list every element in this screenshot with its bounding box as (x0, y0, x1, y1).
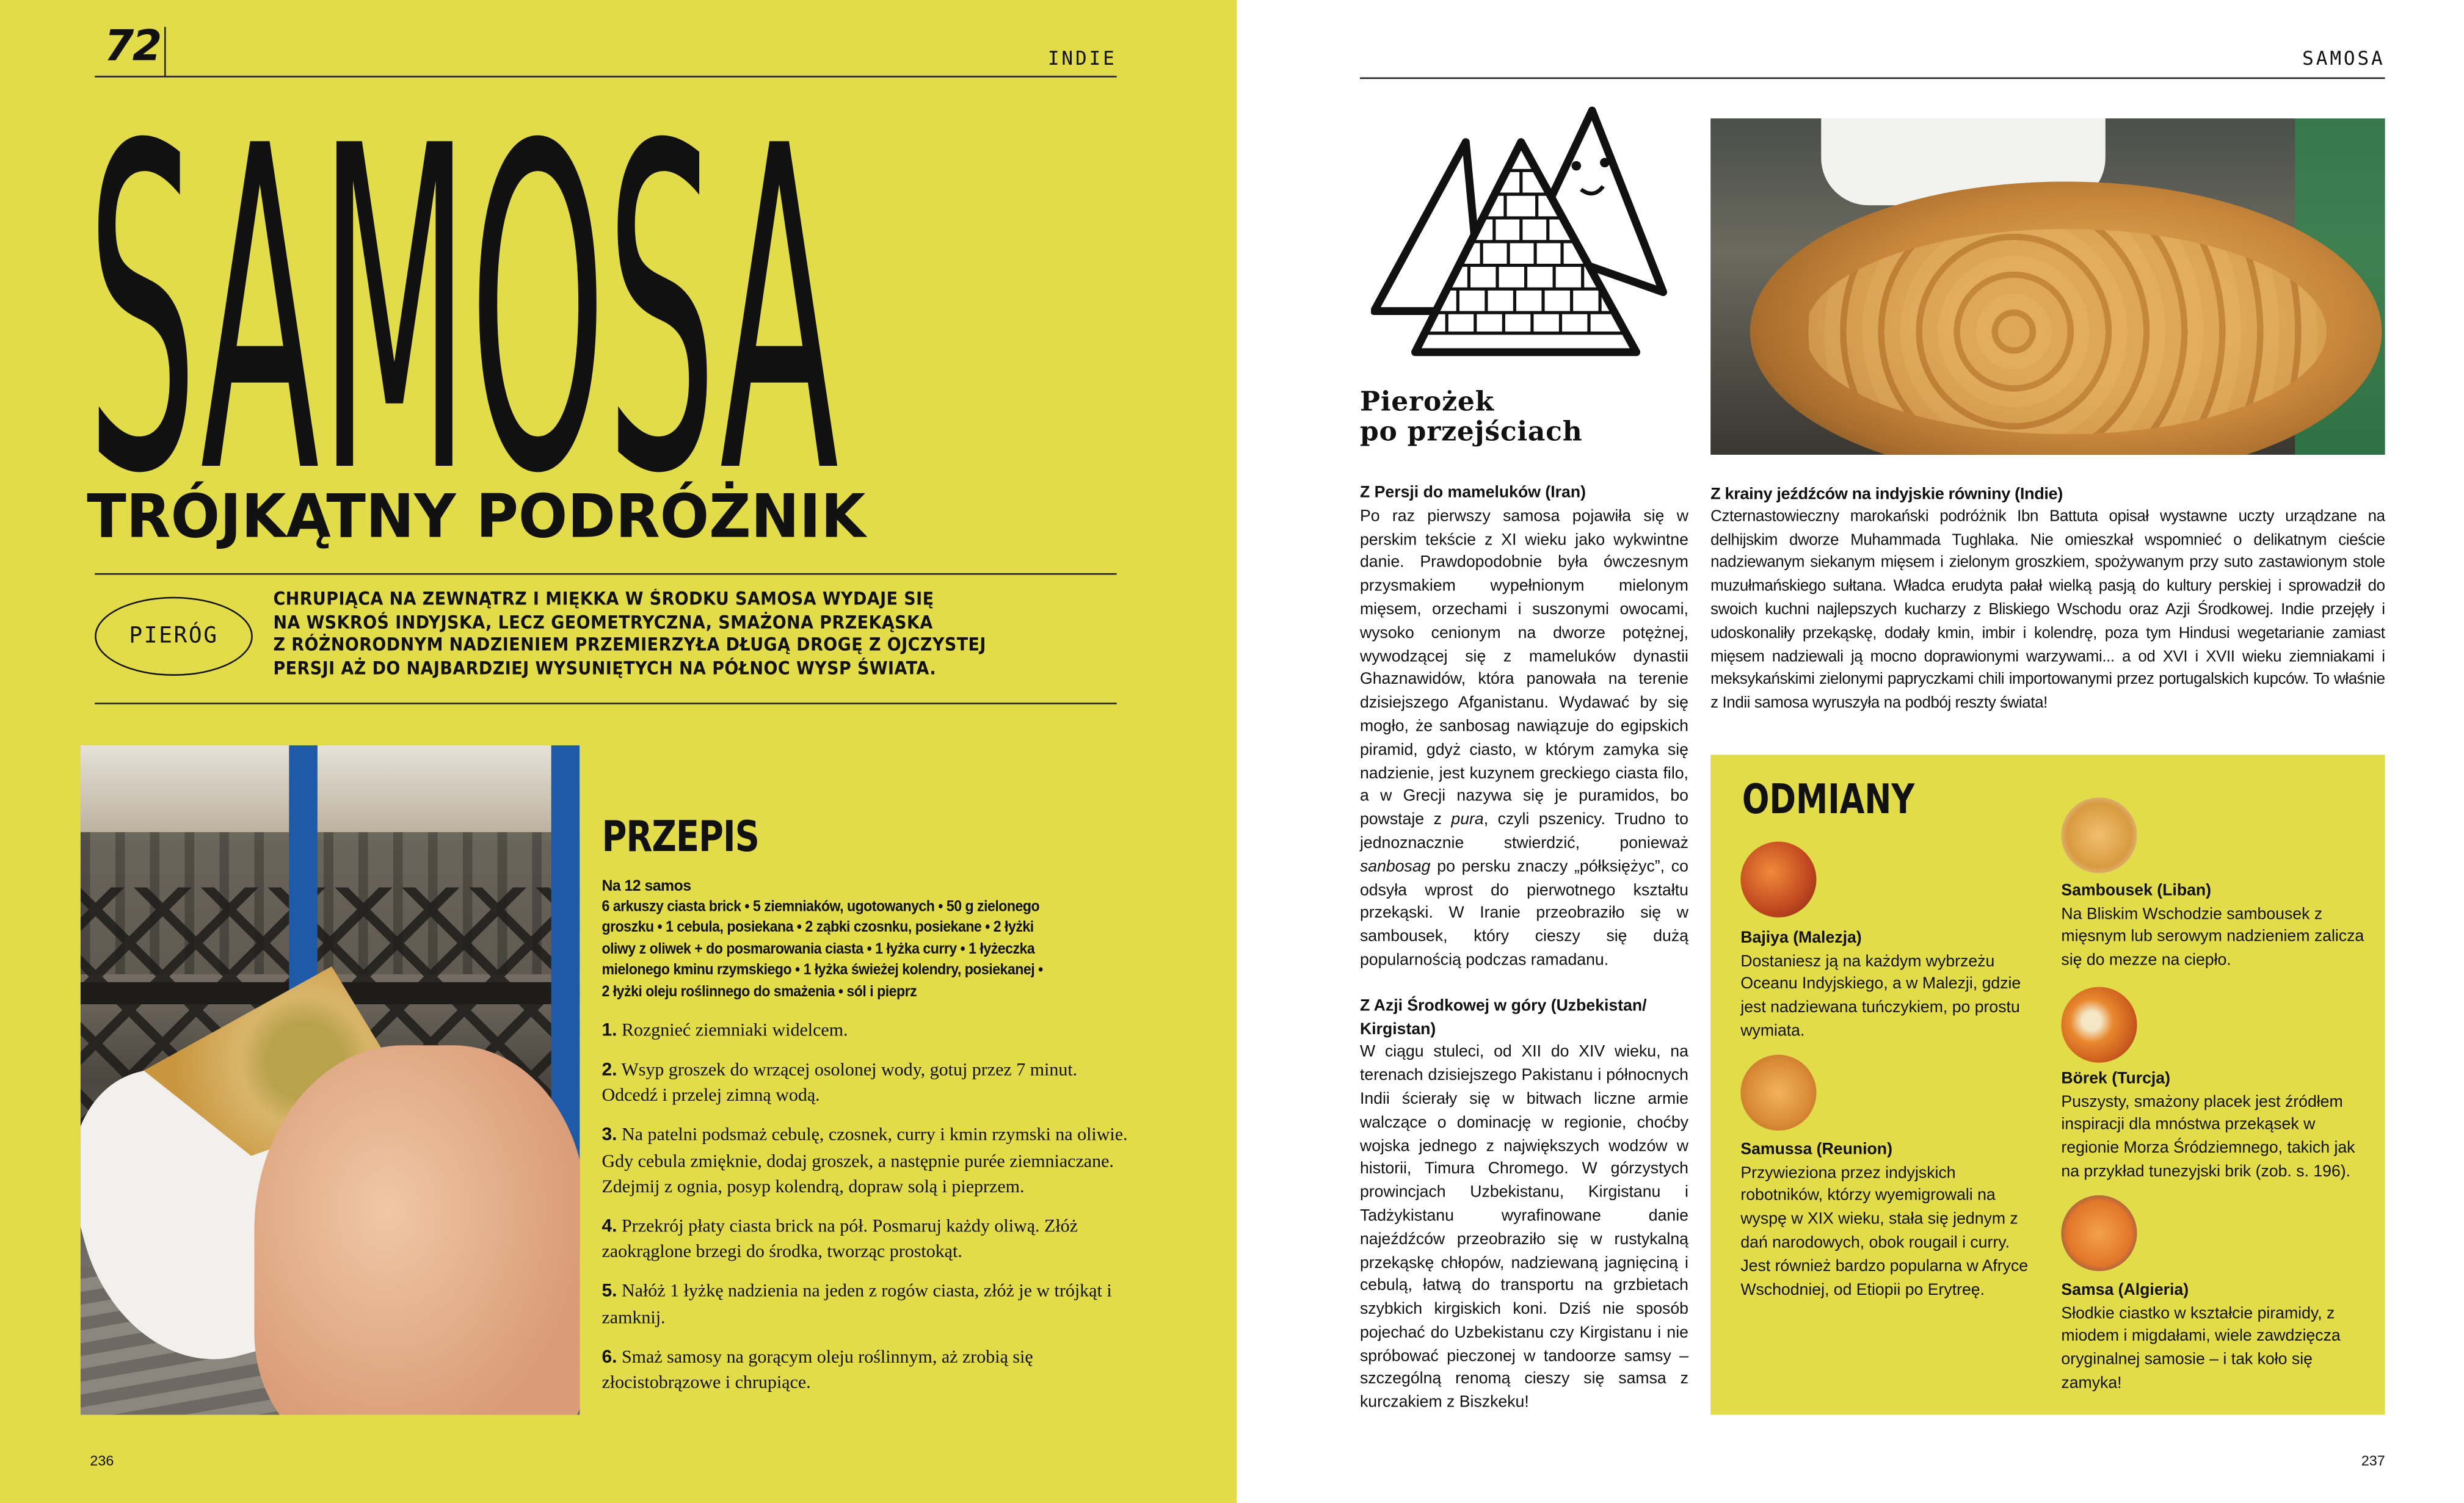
section-title (1360, 388, 1582, 448)
section-body: Po raz pierwszy samosa pojawiła się w perskim tekście z XI wieku jako wykwintne danie. Prawdopodobnie była ówczesnym przysmakiem wypełnionym mielonym mięsem, orzechami i suszonymi owocami, wysoko cenionym na dworze potężnej, wywodzącej się z mameluków dynastii Ghaznawidów, która panowała na terenie dzisiejszego Afganistanu. Wydawać by się mogło, że sanbosag nawiązuje do egipskich piramid, gdyż ciasto, w którym zamyka się nadzienie, jest kuzynem greckiego ciasta filo, a w Grecji nazywa się je puramidos, bo powstaje z pura, czyli pszenicy. Trudno to jednoznacznie stwierdzić, ponieważ sanbosag po persku znaczy „półksiężyc”, co odsyła wprost do pierwotnego kształtu przekąski. W Iranie przeobraziło się w sambousek, który cieszy się dużą popularnością podczas ramadanu. (1359, 508, 1688, 969)
page-subtitle: TRÓJKĄTNY PODRÓŻNIK (87, 482, 896, 552)
section-title-line: po przejściach (1359, 416, 1583, 449)
intro-text (273, 589, 986, 681)
article-column-right (1710, 483, 2385, 717)
recipe-step: 6. Smaż samosy na gorącym oleju roślinnym, aż zrobią się złocistobrązowe i chrupiące. (601, 1346, 1033, 1393)
variant-description: Na Bliskim Wschodzie sambousek z mięsnym lub serowym nadzieniem zalicza się do mezze na ciepło. (2061, 905, 2364, 970)
page-badge: 72 (104, 22, 161, 71)
running-head: SAMOSA (2302, 47, 2385, 70)
samsa-photo (2061, 1195, 2137, 1271)
variant-name: Bajiya (Malezja) (1740, 930, 1862, 947)
street-samosa-photo (1710, 118, 2385, 455)
ingredients-line: mielonego kminu rzymskiego • 1 łyżka świeżej kolendry, posiekanej • (601, 962, 1043, 980)
category-badge (95, 597, 253, 676)
page-number: 237 (2361, 1452, 2385, 1469)
ingredients-line: 6 arkuszy ciasta brick • 5 ziemniaków, ugotowanych • 50 g zielonego (601, 898, 1040, 916)
recipe-heading: PRZEPIS (601, 813, 759, 863)
bajiya-photo (1740, 842, 1816, 918)
recipe-step: 1. Rozgnieć ziemniaki widelcem. (601, 1020, 848, 1041)
section-heading: Z krainy jeźdźców na indyjskie równiny (Indie) (1710, 485, 2063, 504)
article-column-left (1360, 483, 1688, 1416)
ingredients-line: groszku • 1 cebula, posiekana • 2 ząbki czosnku, posiekane • 2 łyżki (601, 919, 1034, 937)
variants-heading: ODMIANY (1742, 777, 1915, 825)
header-rule (1360, 78, 2385, 79)
ingredients-line: 2 łyżki oleju roślinnego do smażenia • sól i pieprz (601, 983, 917, 1001)
samosa-hand-photo (81, 745, 580, 1415)
intro-rule-bottom (95, 703, 1116, 704)
variant-name: Sambousek (Liban) (2061, 882, 2212, 900)
title-block (0, 0, 1237, 568)
variant-item (2061, 881, 2377, 974)
page-number: 236 (90, 1452, 114, 1469)
category-badge-label: PIERÓG (129, 623, 219, 650)
section-body: W ciągu stuleci, od XII do XIV wieku, na terenach dzisiejszego Pakistanu i północnych Indii ścierały się w bitwach liczne armie walczące o dominację w regionie, choćby wojska jednego z największych wodzów w historii, Timura Chromego. W górzystych prowincjach Uzbekistanu, Kirgistanu i Tadżykistanu wyrafinowane danie najeźdźców przeobraziło się w rustykalną przekąskę chłopów, nadziewaną jagnięciną i cebulą, łatwą do transportu na grzbietach szybkich kirgiskich koni. Dziś nie sposób pojechać do Uzbekistanu czy Kirgistanu i nie spróbować pieczonej w tandoorze samsy – szczególną renomą cieszy się samsa z kurczakiem z Biszkeku! (1359, 1044, 1688, 1413)
recipe-step: 2. Wsyp groszek do wrzącej osolonej wody, gotuj przez 7 minut. Odcedź i przelej zimną wodą. (601, 1059, 1078, 1106)
intro-line: CHRUPIĄCA NA ZEWNĄTRZ I MIĘKKA W ŚRODKU SAMOSA WYDAJE SIĘ (273, 589, 934, 610)
variant-description: Słodkie ciastko w kształcie piramidy, z miodem i migdałami, wiele zawdzięcza oryginalnej samosie – i tak koło się zamyka! (2061, 1305, 2341, 1393)
ingredients-list (601, 897, 1042, 1002)
variant-item (2061, 1069, 2377, 1186)
pyramid-samosa-illustration (1371, 103, 1671, 368)
recipe-steps (601, 1018, 1130, 1410)
page-title: SAMOSA (87, 53, 840, 569)
variant-description: Przywieziona przez indyjskich robotników, którzy wyemigrowali na wyspę w XIX wieku, stała się jednym z dań narodowych, obok rougail i curry. Jest również bardzo popularna w Afryce Wschodniej, od Etiopii po Erytreę. (1740, 1164, 2029, 1299)
intro-line: Z RÓŻNORODNYM NADZIENIEM PRZEMIERZYŁA DŁUGĄ DROGĘ Z OJCZYSTEJ (273, 634, 986, 656)
variant-item (1740, 1140, 2040, 1303)
samussa-photo (1740, 1055, 1816, 1131)
variant-name: Samsa (Algieria) (2061, 1282, 2189, 1300)
intro-line: NA WSKROŚ INDYJSKA, LECZ GEOMETRYCZNA, SMAŻONA PRZEKĄSKA (273, 612, 933, 632)
section-heading: Z Persji do mameluków (Iran) (1359, 485, 1586, 502)
running-head: INDIE (1047, 47, 1117, 70)
recipe-step: 5. Nałóż 1 łyżkę nadzienia na jeden z rogów ciasta, złóż je w trójkąt i zamknij. (601, 1281, 1112, 1328)
variant-item (1740, 929, 2040, 1045)
intro-line: PERSJI AŻ DO NAJBARDZIEJ WYSUNIĘTYCH NA PÓŁNOC WYSP ŚWIATA. (273, 657, 937, 678)
variant-item (2061, 1281, 2377, 1397)
variants-box (1710, 755, 2385, 1414)
recipe-step: 3. Na patelni podsmaż cebulę, czosnek, curry i kmin rzymski na oliwie. Gdy cebula zmięknie, dodaj groszek, a następnie purée ziemniaczane. Zdejmij z ognia, posyp kolendrą, dopraw solą i pieprzem. (601, 1125, 1128, 1197)
section-title-line: Pierożek (1359, 386, 1494, 419)
recipe-servings: Na 12 samos (601, 878, 691, 896)
intro-rule-top (95, 573, 1116, 575)
recipe-step: 4. Przekrój płaty ciasta brick na pół. Posmaruj każdy oliwą. Złóż zaokrąglone brzegi do środka, tworząc prostokąt. (601, 1215, 1078, 1262)
variant-description: Dostaniesz ją na każdym wybrzeżu Oceanu Indyjskiego, a w Malezji, gdzie jest nadziewana tuńczykiem, po prostu wymiata. (1740, 953, 2021, 1041)
variant-description: Puszysty, smażony placek jest źródłem inspiracji dla mnóstwa przekąsek w regionie Morza Śródziemnego, takich jak na przykład tunezyjski brik (zob. s. 196). (2061, 1093, 2355, 1181)
right-page (1237, 0, 2464, 1503)
section-heading: Z Azji Środkowej w góry (Uzbekistan/ Kirgistan) (1359, 997, 1647, 1038)
variant-name: Samussa (Reunion) (1740, 1142, 1892, 1159)
section-body: Czternastowieczny marokański podróżnik Ibn Battuta opisał wystawne uczty urządzane na delhijskim dworze Muhammada Tughlaka. Nie omieszkał wspomnieć o delikatnym cieście nadziewanym siekanym mięsem i zielonym groszkiem, spożywanym przy suto zastawionym stole muzułmańskiego sułtana. Władca erudyta pałał wielką pasją do kultury perskiej i sprowadził do swoich kuchni najlepszych kucharzy z Bliskiego Wschodu oraz Azji Środkowej. Indie przejęły i udoskonaliły przekąskę, dodały kmin, imbir i kolendrę, poza tym Hindusi wegetarianie zamiast mięsem nadziewali ją mocno doprawionymi warzywami... a od XVI i XVII wieku ziemniakami i meksykańskimi zielonymi papryczkami chili importowanymi przez portugalskich kupców. To właśnie z Indii samosa wyruszyła na podbój reszty świata! (1710, 508, 2385, 712)
variant-name: Börek (Turcja) (2061, 1070, 2170, 1088)
borek-photo (2061, 987, 2137, 1063)
ingredients-line: oliwy z oliwek + do posmarowania ciasta • 1 łyżka curry • 1 łyżeczka (601, 941, 1035, 958)
sambousek-photo (2061, 797, 2137, 873)
